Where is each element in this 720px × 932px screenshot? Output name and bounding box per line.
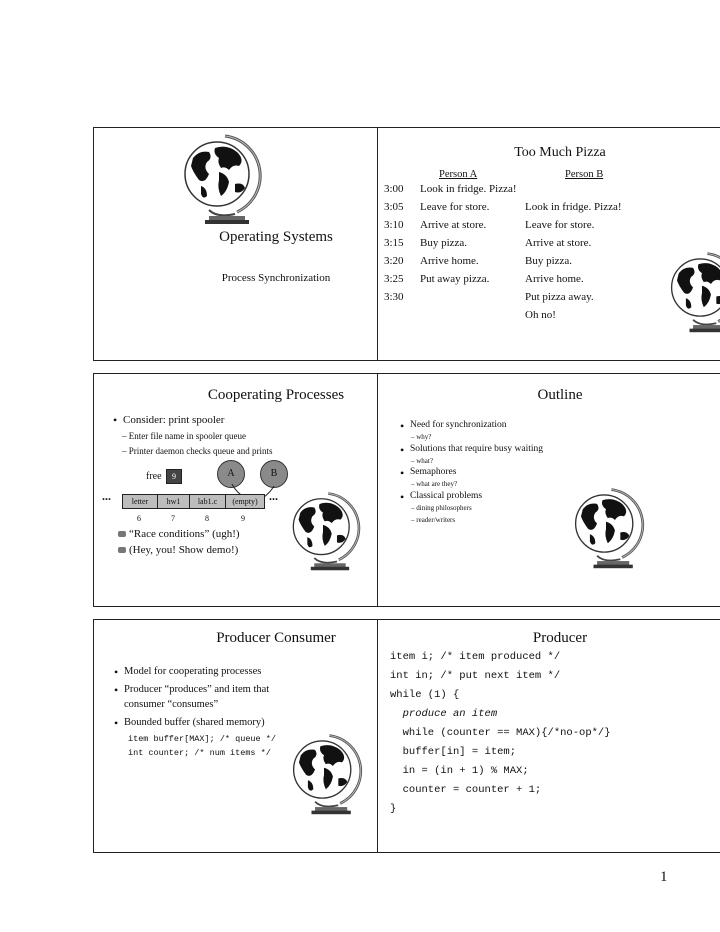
process-a: A: [217, 460, 245, 488]
person-b-header: Person B: [565, 169, 604, 180]
globe-icon: [284, 732, 364, 816]
code-line: while (1) {: [390, 689, 460, 701]
slide-too-much-pizza: [377, 127, 720, 361]
bullet-item: • Model for cooperating processes: [114, 665, 262, 679]
sub-item: – Enter file name in spooler queue: [122, 431, 246, 441]
outline-item: • Semaphores: [400, 466, 457, 480]
code-line: item i; /* item produced */: [390, 651, 561, 663]
code-line: in = (in + 1) % MAX;: [390, 765, 529, 777]
outline-item: • Solutions that require busy waiting: [400, 443, 543, 457]
slot-index: 8: [205, 514, 209, 523]
slot-index: 6: [137, 514, 141, 523]
table-row: Oh no!: [525, 309, 556, 321]
outline-sub-item: – why?: [411, 433, 432, 441]
person-a-header: Person A: [439, 169, 478, 180]
outline-sub-item: – reader/writers: [411, 516, 456, 524]
slide-title: Too Much Pizza: [514, 145, 606, 160]
code-line: buffer[in] = item;: [390, 746, 517, 758]
code-line: item buffer[MAX]; /* queue */: [128, 734, 276, 744]
slide-subtitle: Process Synchronization: [221, 272, 331, 284]
queue-slot: hw1: [157, 494, 190, 509]
slide-title: Producer: [532, 630, 588, 646]
table-row: 3:10 Arrive at store. Leave for store.: [384, 219, 595, 231]
free-value-box: 9: [166, 469, 182, 484]
disk-icon: [118, 531, 126, 537]
ellipsis-left: ...: [102, 489, 111, 503]
ellipsis-right: ...: [269, 489, 278, 503]
code-line: while (counter == MAX){/*no-op*/}: [390, 727, 611, 739]
sub-item: – Printer daemon checks queue and prints: [122, 446, 273, 456]
outline-item: • Classical problems: [400, 490, 483, 504]
slide-title: Producer Consumer: [216, 630, 336, 646]
process-b: B: [260, 460, 288, 488]
code-line: int in; /* put next item */: [390, 670, 561, 682]
bullet-item: • Bounded buffer (shared memory): [114, 716, 265, 730]
outline-sub-item: – what are they?: [411, 480, 458, 488]
code-line: counter = counter + 1;: [390, 784, 542, 796]
globe-icon: [284, 490, 362, 572]
outline-item: • Need for synchronization: [400, 419, 507, 433]
table-row: 3:30 Put pizza away.: [384, 291, 594, 303]
outline-sub-item: – dining philosophers: [411, 504, 472, 512]
code-line: produce an item: [390, 708, 498, 720]
bullet-continuation: consumer “consumes”: [124, 699, 219, 710]
free-label: free: [146, 471, 162, 482]
slide-outline: [377, 373, 720, 607]
queue-slot: letter: [122, 494, 158, 509]
slide-title: Outline: [537, 387, 583, 403]
slot-index: 9: [241, 514, 245, 523]
slide-title: Operating Systems: [219, 229, 333, 245]
table-row: 3:25 Put away pizza. Arrive home.: [384, 273, 584, 285]
table-row: 3:20 Arrive home. Buy pizza.: [384, 255, 573, 267]
note-item: “Race conditions” (ugh!): [118, 528, 240, 540]
table-row: 3:15 Buy pizza. Arrive at store.: [384, 237, 592, 249]
code-line: }: [390, 803, 397, 815]
queue-slot: lab1.c: [189, 494, 226, 509]
table-row: 3:05 Leave for store. Look in fridge. Pizza!: [384, 201, 622, 213]
outline-sub-item: – what?: [411, 457, 433, 465]
queue-slot: (empty): [225, 494, 265, 509]
disk-icon: [118, 547, 126, 553]
code-line: int counter; /* num items */: [128, 748, 271, 758]
table-row: 3:00 Look in fridge. Pizza!: [384, 183, 517, 195]
note-item: (Hey, you! Show demo!): [118, 544, 238, 556]
slide-producer: [377, 619, 720, 853]
globe-icon: [566, 486, 646, 570]
globe-icon: [174, 132, 264, 226]
slide-title: Cooperating Processes: [207, 387, 345, 403]
bullet-item: • Producer “produces” and item that: [114, 683, 270, 697]
page-number: 1: [660, 869, 668, 885]
bullet-item: • Consider: print spooler: [113, 413, 225, 427]
slot-index: 7: [171, 514, 175, 523]
